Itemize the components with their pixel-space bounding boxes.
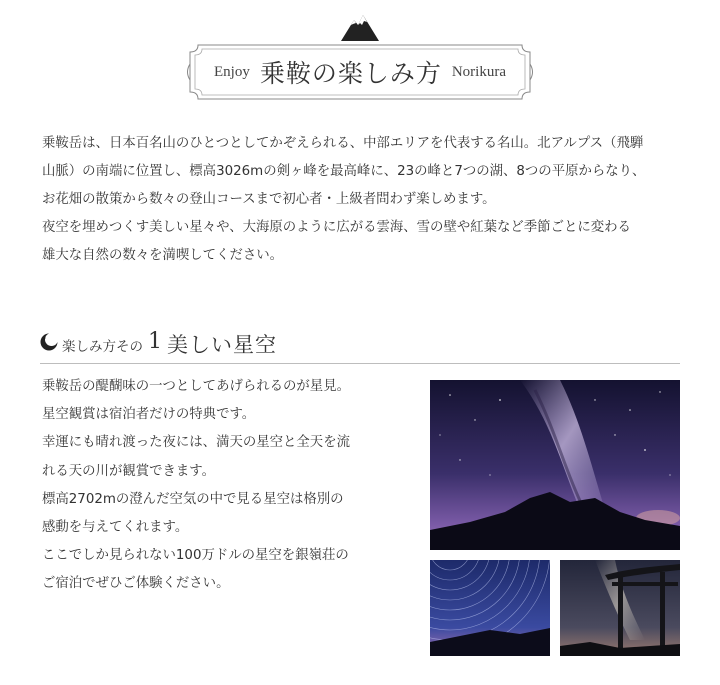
- body-line: ここでしか見られない100万ドルの星空を銀嶺荘の: [42, 548, 349, 564]
- intro-line: 乗鞍岳は、日本百名山のひとつとしてかぞえられる、中部エリアを代表する名山。北アルプス（飛騨: [42, 136, 644, 151]
- body-line: 星空観賞は宿泊者だけの特典です。: [42, 407, 256, 423]
- title-frame: [184, 44, 536, 100]
- section-heading: [40, 328, 680, 364]
- section-body: [42, 373, 397, 599]
- crescent-moon-icon: [40, 333, 58, 351]
- section-number: 1: [148, 329, 162, 354]
- body-line: 乗鞍岳の醍醐味の一つとしてあげられるのが星見。: [42, 379, 350, 394]
- body-line: 幸運にも晴れ渡った夜には、満天の星空と全天を流: [42, 435, 350, 451]
- page-title: 乗鞍の楽しみ方: [259, 59, 442, 88]
- section-prefix: 楽しみ方その: [62, 339, 143, 355]
- body-line: 感動を与えてくれます。: [42, 520, 189, 536]
- intro-line: 山脈）の南端に位置し、標高3026mの剣ヶ峰を最高峰に、23の峰と7つの湖、8つの平原からなり、: [42, 164, 646, 179]
- torii-night-photo: [560, 560, 680, 656]
- intro-line: 雄大な自然の数々を満喫してください。: [42, 248, 284, 263]
- body-line: れる天の川が観賞できます。: [42, 463, 216, 479]
- mountain-icon: [341, 14, 379, 41]
- intro-line: お花畑の散策から数々の登山コースまで初心者・上級者問わず楽しめます。: [42, 192, 496, 207]
- milky-way-photo: [430, 380, 680, 550]
- section-title: 美しい星空: [167, 333, 277, 357]
- title-enjoy: Enjoy: [213, 63, 250, 80]
- body-line: 標高2702mの澄んだ空気の中で見る星空は格別の: [42, 491, 344, 507]
- intro-paragraph: [42, 130, 682, 270]
- body-line: ご宿泊でぜひご体験ください。: [42, 576, 230, 592]
- intro-line: 夜空を埋めつくす美しい星々や、大海原のように広がる雲海、雪の壁や紅葉など季節ごとに変わる: [42, 220, 631, 235]
- section-divider: [40, 363, 680, 364]
- title-norikura: Norikura: [451, 63, 506, 80]
- star-trails-photo: [430, 560, 550, 656]
